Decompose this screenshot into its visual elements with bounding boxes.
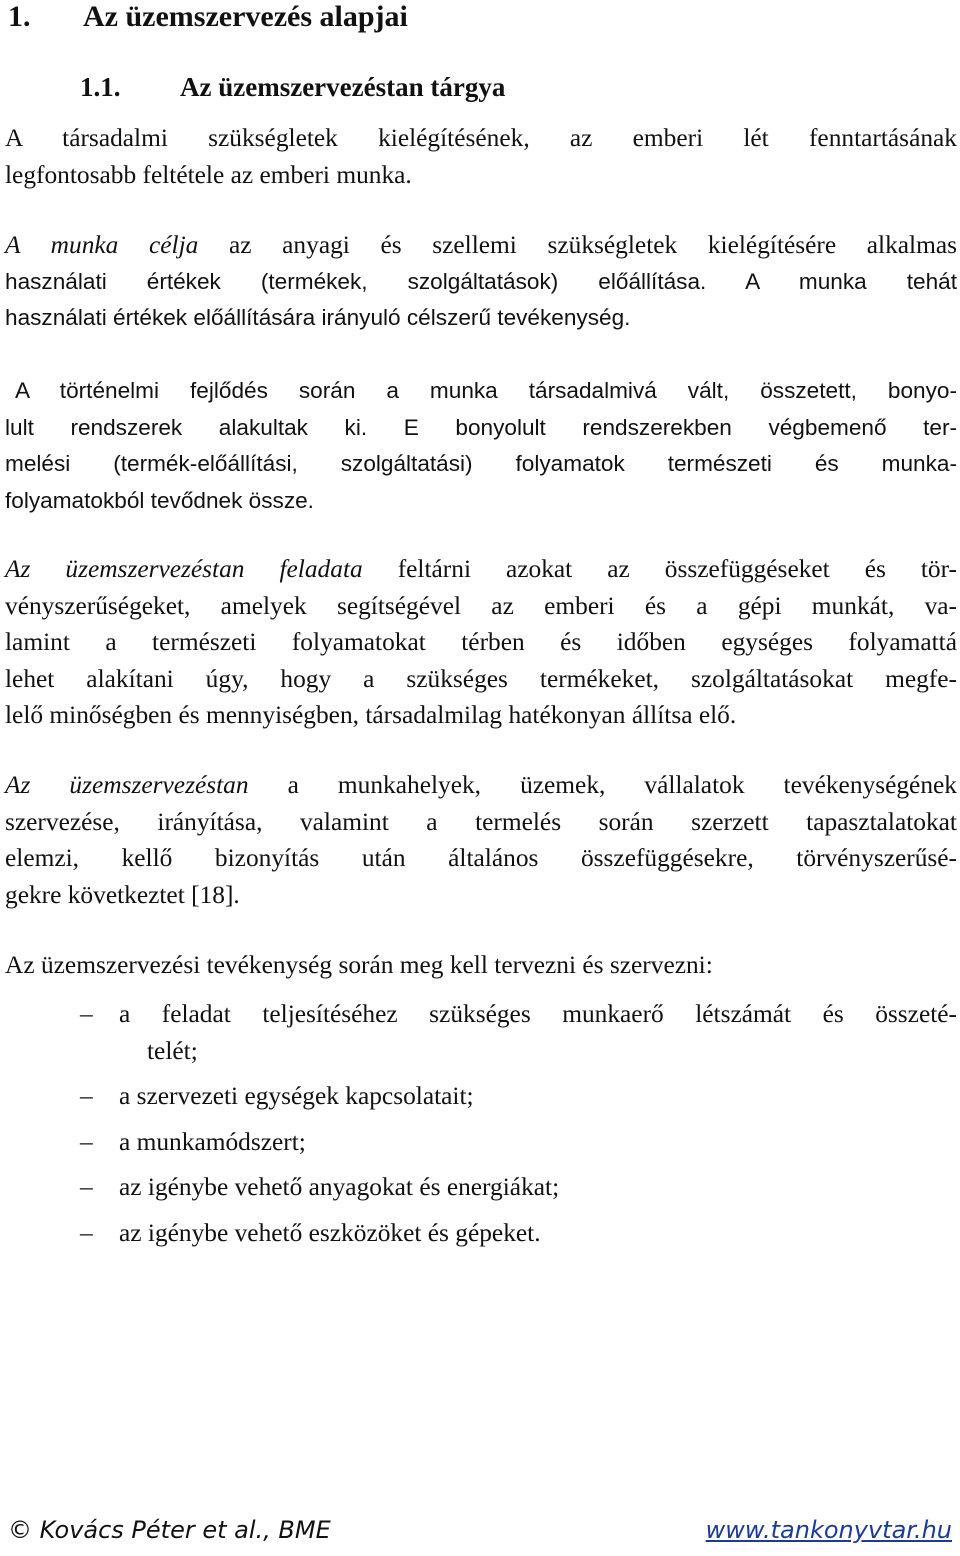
italic-term: Az üzemszervezéstan feladata — [5, 555, 363, 583]
paragraph-text: A munka tehát — [706, 268, 957, 294]
paragraph-line: lamint a természeti folyamatokat térben és időben egységes folyamattá — [5, 628, 957, 656]
list-item-text: a szervezeti egységek kapcsolatait; — [119, 1082, 474, 1110]
list-item — [5, 1078, 957, 1115]
paragraph-6 — [5, 947, 957, 984]
list-item — [5, 1124, 957, 1161]
paragraph-text: használati értékek (termékek, szolgáltatások) előállítása. — [5, 268, 707, 294]
paragraph-line: lehet alakítani úgy, hogy a szükséges termékeket, szolgáltatásokat megfe- — [5, 664, 957, 693]
paragraph-line: vényszerűségeket, amelyek segítségével az emberi és a gépi munkát, va- — [5, 591, 957, 620]
footer-link[interactable]: www.tankonyvtar.hu — [705, 1516, 952, 1544]
paragraph-5 — [5, 767, 957, 913]
italic-term: Az üzemszervezéstan — [5, 771, 249, 799]
chapter-number: 1. — [8, 0, 31, 33]
list-item-text: az igénybe vehető eszközöket és gépeket. — [119, 1218, 541, 1247]
paragraph-line: szervezése, irányítása, valamint a termelés során szerzett tapasztalatokat — [5, 807, 957, 836]
list-item-text: a munkamódszert; — [119, 1127, 306, 1156]
paragraph-4 — [5, 551, 957, 734]
chapter-title: Az üzemszervezés alapjai — [83, 0, 408, 33]
paragraph-line — [5, 227, 957, 264]
paragraph-text: az anyagi és szellemi szükségletek kielégítésére alkalmas — [198, 231, 958, 259]
paragraph-line: lelő minőségben és mennyiségben, társadalmilag hatékonyan állítsa elő. — [5, 701, 737, 729]
paragraph-line — [5, 551, 957, 588]
paragraph-1 — [5, 120, 957, 193]
page-footer — [8, 1513, 952, 1547]
paragraph-line — [5, 264, 957, 301]
dash-marker: – — [80, 1000, 93, 1028]
paragraph-line: gekre következtet [18]. — [5, 880, 240, 909]
italic-term: A munka célja — [5, 231, 199, 259]
paragraph-text: a munkahelyek, üzemek, vállalatok tevékenységének — [248, 771, 957, 799]
list-item-text: a feladat teljesítéséhez szükséges munkaerő létszámát és összeté- — [119, 1000, 957, 1028]
dash-list — [5, 996, 957, 1260]
dash-marker: – — [80, 1173, 93, 1201]
paragraph-line: lult rendszerek alakultak ki. E bonyolult rendszerekben végbemenő ter- — [5, 414, 957, 440]
paragraph-line — [5, 767, 957, 804]
dash-marker: – — [80, 1127, 93, 1156]
paragraph-2 — [5, 227, 957, 337]
list-item-text: az igénybe vehető anyagokat és energiákat; — [119, 1173, 560, 1201]
paragraph-line: melési (termék-előállítási, szolgáltatási) folyamatok természeti és munka- — [5, 451, 957, 476]
list-item — [5, 1169, 957, 1206]
paragraph-3 — [5, 373, 957, 519]
list-item — [5, 996, 957, 1069]
section-title: Az üzemszervezéstan tárgya — [180, 72, 506, 102]
section-number: 1.1. — [80, 72, 121, 102]
paragraph-line: A történelmi fejlődés során a munka társadalmivá vált, összetett, bonyo- — [15, 378, 957, 403]
paragraph-line: Az üzemszervezési tevékenység során meg kell tervezni és szervezni: — [5, 951, 713, 979]
paragraph-text: feltárni azokat az összefüggéseket és tör- — [362, 555, 958, 583]
paragraph-line: elemzi, kellő bizonyítás után általános összefüggésekre, törvényszerűsé- — [5, 844, 957, 872]
copyright-text: © Kovács Péter et al., BME — [8, 1516, 331, 1544]
paragraph-line: folyamatokból tevődnek össze. — [5, 487, 314, 513]
list-item — [5, 1215, 957, 1252]
paragraph-line: legfontosabb feltétele az emberi munka. — [5, 160, 412, 189]
paragraph-line: A társadalmi szükségletek kielégítésének, az emberi lét fenntartásának — [5, 124, 957, 152]
list-item-text: telét; — [147, 1036, 198, 1065]
chapter-heading — [8, 0, 408, 36]
section-heading — [80, 70, 505, 104]
dash-marker: – — [80, 1082, 93, 1110]
paragraph-line: használati értékek előállítására irányuló célszerű tevékenység. — [5, 305, 631, 330]
dash-marker: – — [80, 1218, 93, 1247]
